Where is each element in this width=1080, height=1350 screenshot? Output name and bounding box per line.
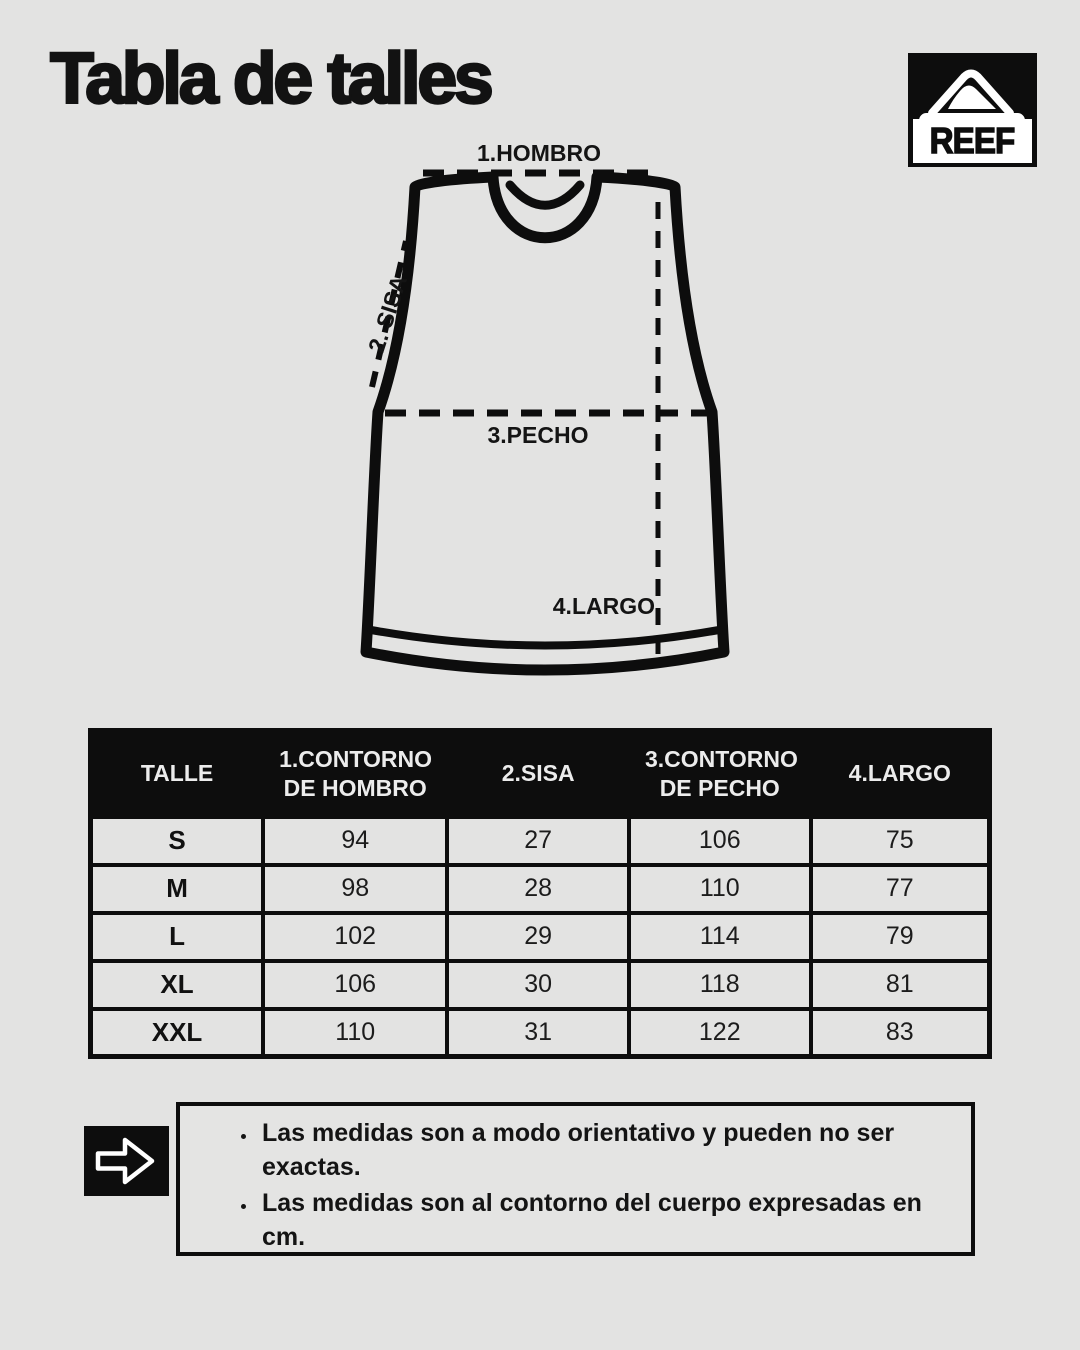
cell-largo: 75 bbox=[811, 817, 990, 865]
cell-size: XXL bbox=[91, 1009, 264, 1057]
diagram-label-pecho: 3.PECHO bbox=[487, 422, 589, 448]
cell-hombro: 98 bbox=[263, 865, 447, 913]
cell-sisa: 27 bbox=[447, 817, 629, 865]
cell-sisa: 28 bbox=[447, 865, 629, 913]
cell-hombro: 94 bbox=[263, 817, 447, 865]
cell-size: M bbox=[91, 865, 264, 913]
table-row-l bbox=[91, 913, 990, 961]
cell-pecho: 114 bbox=[629, 913, 811, 961]
diagram-label-hombro: 1.HOMBRO bbox=[477, 140, 601, 166]
cell-hombro: 106 bbox=[263, 961, 447, 1009]
reef-wordmark: REEF bbox=[913, 119, 1032, 163]
size-table-container bbox=[88, 728, 992, 1059]
reef-logo bbox=[908, 53, 1037, 167]
diagram-label-sisa: 2. SISA bbox=[362, 272, 413, 356]
page-title: Tabla de talles bbox=[50, 39, 491, 119]
table-row-xl bbox=[91, 961, 990, 1009]
arrow-badge bbox=[84, 1126, 169, 1196]
size-table bbox=[88, 728, 992, 1059]
garment-diagram bbox=[330, 140, 780, 690]
cell-size: XL bbox=[91, 961, 264, 1009]
cell-sisa: 29 bbox=[447, 913, 629, 961]
cell-size: L bbox=[91, 913, 264, 961]
cell-hombro: 110 bbox=[263, 1009, 447, 1057]
table-row-s bbox=[91, 817, 990, 865]
cell-pecho: 106 bbox=[629, 817, 811, 865]
cell-sisa: 31 bbox=[447, 1009, 629, 1057]
cell-sisa: 30 bbox=[447, 961, 629, 1009]
col-header-contorno-pecho: 3.CONTORNO DE PECHO bbox=[629, 731, 811, 817]
cell-pecho: 118 bbox=[629, 961, 811, 1009]
table-row-m bbox=[91, 865, 990, 913]
cell-largo: 77 bbox=[811, 865, 990, 913]
cell-largo: 79 bbox=[811, 913, 990, 961]
note-item: • Las medidas son al contorno del cuerpo expresadas en cm. bbox=[258, 1186, 947, 1254]
col-header-sisa: 2.SISA bbox=[447, 731, 629, 817]
notes-box bbox=[176, 1102, 975, 1256]
cell-pecho: 110 bbox=[629, 865, 811, 913]
cell-hombro: 102 bbox=[263, 913, 447, 961]
col-header-contorno-hombro: 1.CONTORNO DE HOMBRO bbox=[263, 731, 447, 817]
arrow-right-icon bbox=[84, 1126, 169, 1196]
table-header-row bbox=[91, 731, 990, 817]
col-header-largo: 4.LARGO bbox=[811, 731, 990, 817]
note-item: • Las medidas son a modo orientativo y pueden no ser exactas. bbox=[258, 1116, 947, 1184]
table-row-xxl bbox=[91, 1009, 990, 1057]
notes-list bbox=[258, 1116, 947, 1254]
cell-size: S bbox=[91, 817, 264, 865]
diagram-label-largo: 4.LARGO bbox=[552, 593, 655, 619]
col-header-talle: TALLE bbox=[91, 731, 264, 817]
cell-largo: 83 bbox=[811, 1009, 990, 1057]
cell-largo: 81 bbox=[811, 961, 990, 1009]
cell-pecho: 122 bbox=[629, 1009, 811, 1057]
